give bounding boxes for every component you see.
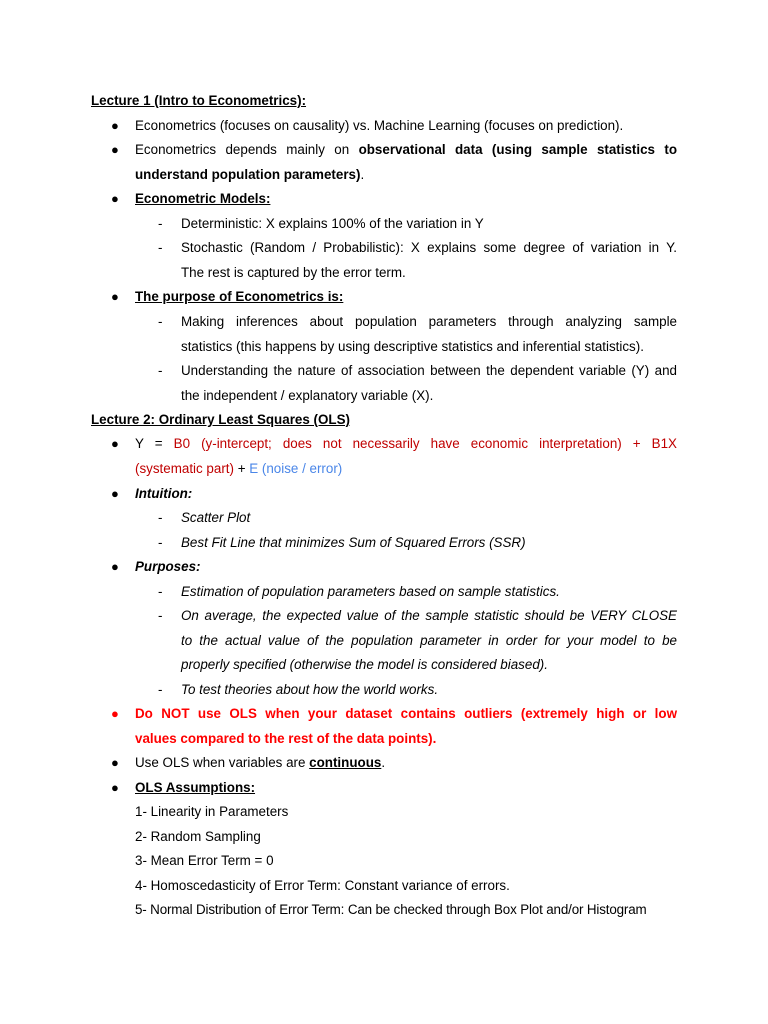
purposes-item-2-line3: properly specified (otherwise the model is considered biased). [181,657,548,672]
lecture1-bullet-1: Econometrics (focuses on causality) vs. Machine Learning (focuses on prediction). [135,118,624,133]
purposes-item-2-line1: On average, the expected value of the sample statistic should be VERY CLOSE [181,608,677,623]
intuition-item-2: Best Fit Line that minimizes Sum of Squared Errors (SSR) [181,535,526,550]
lecture1-bullet-2-line2 [135,163,677,187]
dash-icon: - [158,535,163,550]
blue-text: E (noise / error) [249,461,343,476]
dash-icon: - [158,682,163,697]
text-segment: . [360,167,365,182]
econometric-models-heading: Econometric Models: [135,191,271,206]
bullet-icon: ● [111,191,119,206]
assumption-item: 4- Homoscedasticity of Error Term: Constant variance of errors. [135,878,510,893]
ols-equation-line1 [135,432,677,456]
purpose-item-1-line1: Making inferences about population parameters through analyzing sample [181,314,677,329]
purposes-item-2-line2: to the actual value of the population parameter in order for your model to be [181,633,677,648]
intuition-heading: Intuition: [135,486,193,501]
dash-icon: - [158,584,163,599]
red-text: (systematic part) [135,461,234,476]
assumption-item: 3- Mean Error Term = 0 [135,853,274,868]
ols-warning-line1: Do NOT use OLS when your dataset contains outliers (extremely high or low [135,706,677,721]
models-item-2-line2: The rest is captured by the error term. [181,265,406,280]
intuition-item-1: Scatter Plot [181,510,251,525]
dash-icon: - [158,240,163,255]
assumption-item: 1- Linearity in Parameters [135,804,289,819]
dash-icon: - [158,363,163,378]
text-segment: Use OLS when variables are [135,755,310,770]
bullet-icon: ● [111,486,119,501]
purposes-item-3: To test theories about how the world works. [181,682,439,697]
purpose-item-2-line2: the independent / explanatory variable (X). [181,388,434,403]
purpose-item-2-line1: Understanding the nature of association between the dependent variable (Y) and [181,363,677,378]
ols-warning-line2: values compared to the rest of the data points). [135,731,437,746]
assumption-item: 2- Random Sampling [135,829,261,844]
models-item-2-line1: Stochastic (Random / Probabilistic): X explains some degree of variation in Y. [181,240,677,255]
text-segment: . [381,755,386,770]
assumption-item: 5- Normal Distribution of Error Term: Can be checked through Box Plot and/or Histogram [135,902,647,917]
purposes-heading: Purposes: [135,559,201,574]
dash-icon: - [158,314,163,329]
lecture2-heading: Lecture 2: Ordinary Least Squares (OLS) [91,412,350,427]
lecture1-bullet-2-line1 [135,138,677,162]
lecture1-heading: Lecture 1 (Intro to Econometrics): [91,93,307,108]
text-segment: Y = [135,436,174,451]
bullet-icon: ● [111,780,119,795]
dash-icon: - [158,608,163,623]
dash-icon: - [158,510,163,525]
models-item-1: Deterministic: X explains 100% of the variation in Y [181,216,484,231]
bullet-icon: ● [111,436,119,451]
purpose-item-1-line2: statistics (this happens by using descriptive statistics and inferential statistics). [181,339,644,354]
purpose-heading: The purpose of Econometrics is: [135,289,344,304]
bullet-icon: ● [111,118,119,133]
bullet-icon: ● [111,755,119,770]
dash-icon: - [158,216,163,231]
text-segment: + [233,461,250,476]
bullet-icon: ● [111,559,119,574]
bullet-icon: ● [111,706,119,721]
purposes-item-1: Estimation of population parameters based on sample statistics. [181,584,560,599]
red-text: B0 (y-intercept; does not necessarily have economic interpretation) + B1X [173,436,677,451]
bullet-icon: ● [111,142,119,157]
ols-assumptions-heading: OLS Assumptions: [135,780,256,795]
ols-equation-line2 [135,457,677,481]
bold-text: understand population parameters) [135,167,361,182]
bullet-icon: ● [111,289,119,304]
bold-text: observational data (using sample statistics to [358,142,677,157]
text-segment: Econometrics depends mainly on [135,142,359,157]
continuous-variables-note [135,751,677,775]
bold-underlined-text: continuous [309,755,382,770]
